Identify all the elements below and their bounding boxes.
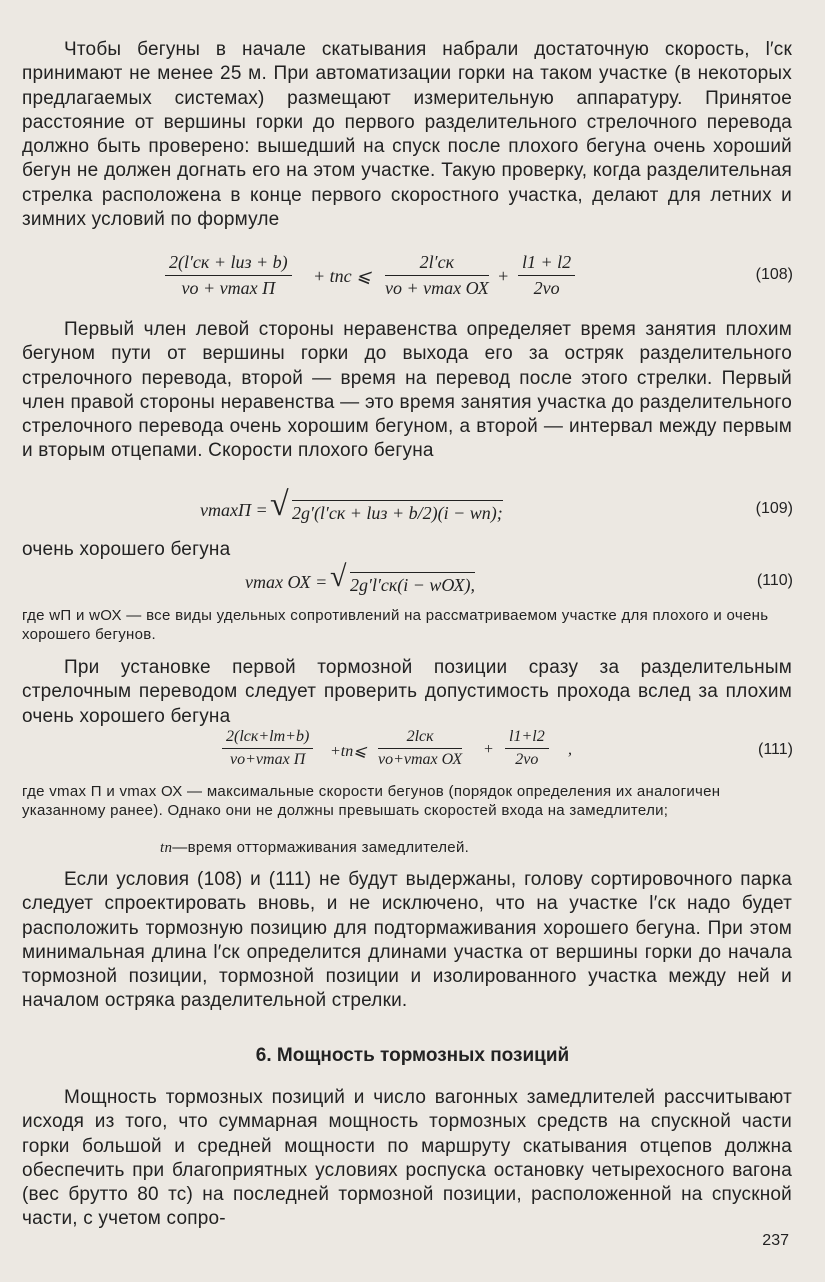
formula-operator: + tпс ⩽ [313, 266, 372, 286]
fraction-denominator: 2vо [533, 278, 560, 298]
formula-111-rhs1-fraction [378, 728, 462, 769]
paragraph-3: очень хорошего бегуна [22, 539, 231, 560]
formula-operator: +tп⩽ [330, 743, 367, 760]
formula-111-lhs-fraction [222, 728, 313, 769]
paragraph-4: При установке первой тормозной позиции сразу за разделительным стрелочным переводом следует проверить допустимость прохода вслед за плохим очень хорошего бегуна [22, 657, 792, 727]
fraction-denominator: vо + vmax П [181, 278, 276, 298]
section-heading: 6. Мощность тормозных позиций [255, 1045, 570, 1066]
radical-sign-icon: √ [270, 486, 289, 523]
paragraph-5: Если условия (108) и (111) не будут выдержаны, голову сортировочного парка следует спроектировать вновь, и не исключено, что на участке l′ск надо будет расположить тормозную позицию для подтормаживания хорошего бегуна. При этом минимальная длина l′ск определится длинами участка от вершины горки до начала тормозной позиции, тормозной позиции и изолированного участка между ней и началом остряка разделительной стрелки. [22, 869, 792, 1012]
note-where-2 [22, 782, 792, 820]
formula-111 [0, 728, 825, 776]
fraction-denominator: 2vо [515, 751, 539, 768]
page-number: 237 [762, 1232, 789, 1249]
radical-sign-icon: √ [330, 560, 347, 593]
note-lead: tп [160, 840, 173, 856]
formula-109 [0, 486, 825, 536]
formula-radicand: 2g′(l′ск + lиз + b/2)(i − wп); [292, 500, 503, 524]
formula-radicand: 2g′l′ск(i − wОХ), [350, 572, 475, 596]
formula-111-rhs2-fraction [505, 728, 549, 769]
note-lead: где vmax П и vmax ОХ — [22, 783, 207, 800]
formula-number: (111) [758, 741, 793, 758]
paragraph-2: Первый член левой стороны неравенства определяет время занятия плохим бегуном пути от вершины горки до выхода его за остряк разделительного стрелочного перевода, второй — время на перевод после этого стрелки. Первый член правой стороны неравенства — это время занятия участка до разделительного стрелочного перевода очень хорошим бегуном, а второй — интервал между первым и вторым отцепами. Скорости плохого бегуна [22, 319, 792, 462]
formula-108-rhs2-fraction [518, 252, 575, 299]
formula-lhs: vmaxП = [200, 500, 268, 520]
fraction-denominator: vо + vmax ОХ [385, 278, 489, 298]
fraction-numerator: 2lск [378, 728, 462, 749]
fraction-numerator: 2(l′ск + lиз + b) [165, 252, 292, 276]
formula-operator: + [483, 741, 494, 758]
fraction-denominator: vо+vmax ОХ [378, 751, 463, 768]
formula-110 [0, 560, 825, 600]
fraction-numerator: 2l′ск [385, 252, 489, 276]
note-where-1 [22, 606, 792, 644]
note-text: максимальные скорости бегунов (порядок определения их аналогичен указанному ранее). Однако они не должны превышать скоростей входа на замедлители; [22, 783, 721, 819]
paragraph-6: Мощность тормозных позиций и число вагонных замедлителей рассчитывают исходя из того, что суммарная мощность тормозных средств на спускной части горки большой и средней мощности по маршруту скатывания отцепов должна обеспечить при благоприятных условиях роспуска остановку четырехосного вагона (вес брутто 80 тс) на последней тормозной позиции, расположенной на спускной части, с учетом сопро- [22, 1087, 792, 1230]
paragraph-1: Чтобы бегуны в начале скатывания набрали достаточную скорость, l′ск принимают не менее 25 м. При автоматизации горки на таком участке (в некоторых предлагаемых системах) размещают измерительную аппаратуру. Принятое расстояние от вершины горки до первого разделительного стрелочного перевода должно быть проверено: вышедший на спуск после плохого бегуна очень хороший бегун не должен догнать его на этом участке. Такую проверку, когда разделительная стрелка расположена в конце первого скоростного участка, делают для летних и зимних условий по формуле [22, 39, 792, 231]
formula-108-rhs1-fraction [385, 252, 489, 299]
formula-number: (108) [755, 266, 793, 283]
note-text: —время оттормаживания замедлителей. [172, 839, 470, 856]
formula-108-lhs-fraction [165, 252, 292, 299]
fraction-numerator: l1+l2 [505, 728, 549, 749]
note-where-3 [160, 838, 780, 858]
note-lead: где wП и wОХ — [22, 607, 147, 624]
fraction-numerator: 2(lск+lт+b) [222, 728, 313, 749]
formula-108 [0, 252, 825, 302]
formula-number: (110) [756, 572, 793, 589]
note-text: все виды удельных сопротивлений на рассматриваемом участке для плохого и очень хорошего бегунов. [22, 607, 769, 643]
formula-lhs: vmax ОХ = [245, 572, 328, 592]
formula-operator: + [497, 266, 510, 286]
fraction-denominator: vо+vmax П [230, 751, 306, 768]
formula-number: (109) [755, 500, 793, 517]
formula-punctuation: , [568, 741, 572, 758]
fraction-numerator: l1 + l2 [518, 252, 575, 276]
